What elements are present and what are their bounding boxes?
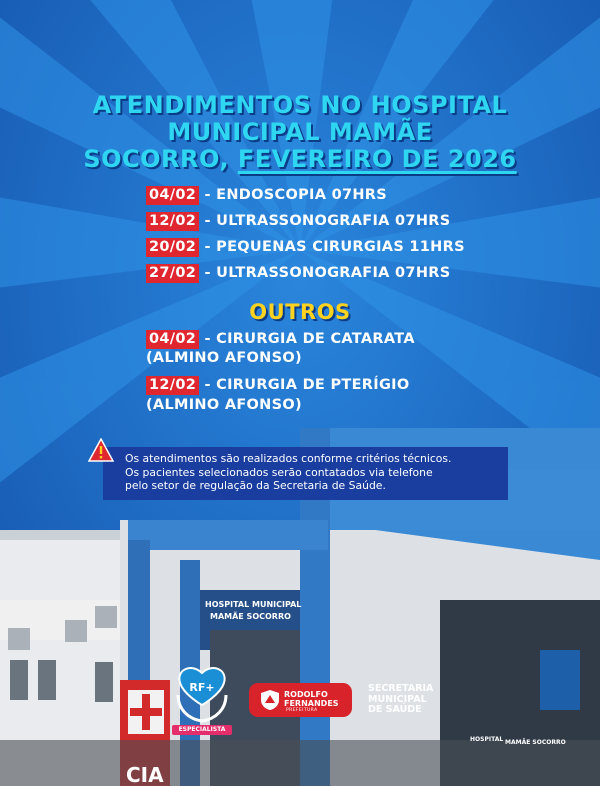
outros-heading: OUTROS [249,300,351,324]
secretaria-logo [368,684,433,716]
outros-item-1 [146,330,415,349]
schedule-date: 27/02 [146,264,199,283]
rf-mark: RF+ [189,681,215,694]
title-line-3 [0,146,600,173]
building-sign-1: HOSPITAL MUNICIPAL [205,600,302,609]
schedule-text: - ULTRASSONOGRAFIA 07HRS [199,265,451,281]
notice-line-3: pelo setor de regulação da Secretaria de Saúde. [125,479,386,492]
schedule-text: - PEQUENAS CIRURGIAS 11HRS [199,239,465,255]
schedule-text: - ENDOSCOPIA 07HRS [199,187,387,203]
schedule-item-1 [146,186,387,205]
outros-date: 04/02 [146,330,199,349]
sec-line-2: MUNICIPAL [368,693,427,705]
notice-box [103,447,508,500]
outros-item-2-sub: (ALMINO AFONSO) [146,397,302,413]
title-line-2: MUNICIPAL MAMÃE [167,118,433,146]
warning-icon [88,438,114,462]
notice-line-2: Os pacientes selecionados serão contatados via telefone [125,465,433,479]
especialista-label: ESPECIALISTA [172,725,232,735]
sec-line-1: SECRETARIA [368,683,434,694]
title-line-3a: SOCORRO, [83,145,238,173]
schedule-date: 04/02 [146,186,199,205]
schedule-item-2 [146,212,450,231]
schedule-item-3 [146,238,465,257]
schedule-date: 12/02 [146,212,199,231]
notice-line-1: Os atendimentos são realizados conforme critérios técnicos. [125,452,452,465]
outros-text: - CIRURGIA DE PTERÍGIO [199,377,410,393]
outros-text: - CIRURGIA DE CATARATA [199,331,415,347]
title-line-3b: FEVEREIRO DE 2026 [237,145,517,173]
outros-item-2 [146,376,409,395]
sec-line-3: DE SAÚDE [368,704,422,715]
side-text: CIA [126,763,164,786]
rf-name [284,690,339,708]
schedule-item-4 [146,264,450,283]
door-sign-2: MAMÃE SOCORRO [505,739,566,746]
building-sign-2: MAMÃE SOCORRO [210,612,291,621]
rf-sub: PREFEITURA [286,708,318,713]
outros-date: 12/02 [146,376,199,395]
rf-name-1: RODOLFO [284,690,328,699]
door-sign-1: HOSPITAL [470,736,504,743]
title-line-1: ATENDIMENTOS NO HOSPITAL [92,91,508,119]
schedule-text: - ULTRASSONOGRAFIA 07HRS [199,213,451,229]
outros-item-1-sub: (ALMINO AFONSO) [146,350,302,366]
rf-name-2: FERNANDES [284,699,339,708]
schedule-date: 20/02 [146,238,199,257]
shield-icon [259,689,281,711]
